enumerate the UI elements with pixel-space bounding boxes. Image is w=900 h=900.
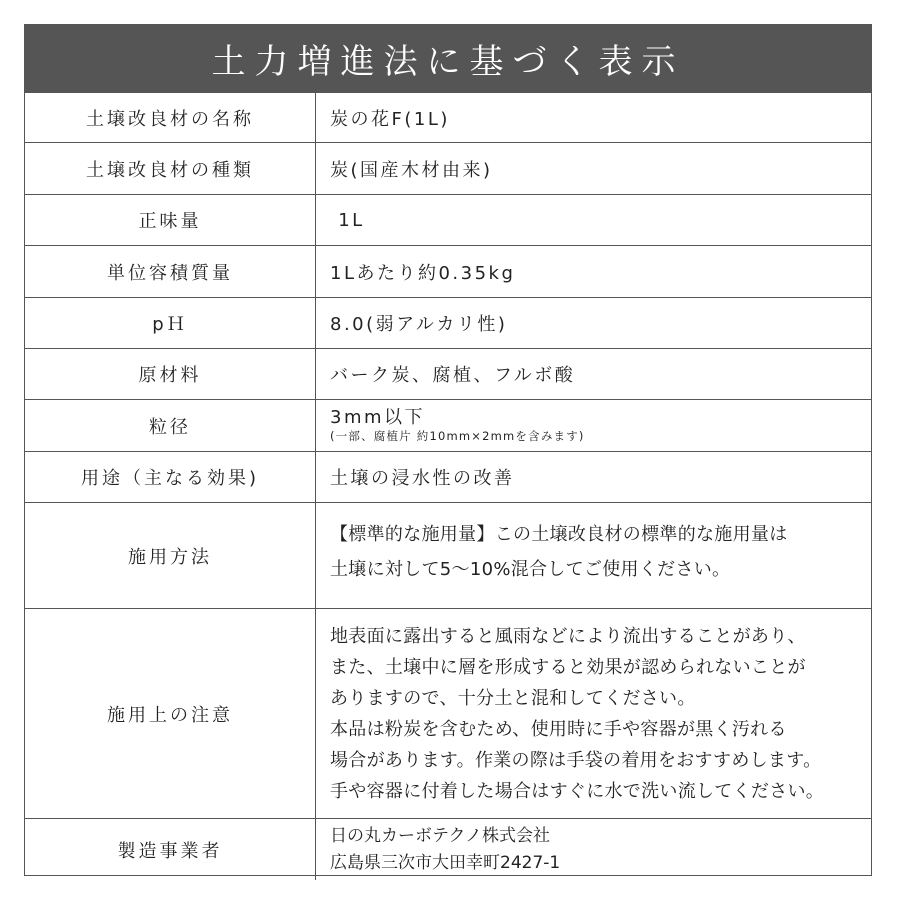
row-label-type: 土壌改良材の種類 bbox=[25, 143, 316, 194]
value-line: 場合があります。作業の際は手袋の着用をおすすめします。 bbox=[330, 749, 822, 771]
table-row bbox=[25, 609, 871, 819]
row-label-materials: 原材料 bbox=[25, 349, 316, 399]
row-label-name: 土壌改良材の名称 bbox=[25, 93, 316, 142]
value-line: 8.0(弱アルカリ性) bbox=[330, 314, 508, 335]
value-note: (一部、腐植片 約10mm×2mmを含みます) bbox=[330, 428, 585, 443]
label-table bbox=[24, 24, 872, 876]
value-line: 土壌の浸水性の改善 bbox=[330, 468, 515, 489]
row-value-ph bbox=[316, 298, 871, 348]
row-label-particle-size: 粒径 bbox=[25, 400, 316, 451]
value-line: 3mm以下 bbox=[330, 406, 426, 428]
table-row bbox=[25, 93, 871, 143]
value-line: 日の丸カーボテクノ株式会社 bbox=[330, 825, 550, 846]
value-line: 広島県三次市大田幸町2427-1 bbox=[330, 852, 561, 873]
row-label-purpose: 用途（主なる効果) bbox=[25, 452, 316, 502]
value-line: また、土壌中に層を形成すると効果が認められないことが bbox=[330, 656, 806, 678]
row-value-name bbox=[316, 93, 871, 142]
row-value-unit-mass bbox=[316, 246, 871, 297]
value-line: バーク炭、腐植、フルボ酸 bbox=[330, 365, 576, 386]
row-label-method: 施用方法 bbox=[25, 503, 316, 608]
value-line: 炭の花F(1L) bbox=[330, 108, 450, 130]
row-value-particle-size bbox=[316, 400, 871, 451]
row-label-precautions: 施用上の注意 bbox=[25, 609, 316, 818]
value-line: 1Lあたり約0.35kg bbox=[330, 262, 516, 284]
table-row bbox=[25, 503, 871, 609]
row-label-manufacturer: 製造事業者 bbox=[25, 819, 316, 880]
row-value-manufacturer bbox=[316, 819, 871, 880]
value-line: 地表面に露出すると風雨などにより流出することがあり、 bbox=[330, 625, 806, 647]
value-line: ありますので、十分土と混和してください。 bbox=[330, 687, 696, 709]
row-label-unit-mass: 単位容積質量 bbox=[25, 246, 316, 297]
table-row bbox=[25, 349, 871, 400]
table-row bbox=[25, 195, 871, 246]
row-value-type bbox=[316, 143, 871, 194]
value-line: 手や容器に付着した場合はすぐに水で洗い流してください。 bbox=[330, 780, 825, 802]
table-row bbox=[25, 452, 871, 503]
table-row bbox=[25, 400, 871, 452]
row-value-precautions bbox=[316, 609, 871, 818]
row-value-net-amount bbox=[316, 195, 871, 245]
value-line: 【標準的な施用量】この土壌改良材の標準的な施用量は bbox=[330, 524, 788, 545]
row-value-method bbox=[316, 503, 871, 608]
table-row bbox=[25, 143, 871, 195]
value-line: 炭(国産木材由来) bbox=[330, 159, 493, 181]
row-label-ph: pＨ bbox=[25, 298, 316, 348]
value-line: 1L bbox=[330, 209, 365, 231]
table-row bbox=[25, 819, 871, 880]
value-line: 土壌に対して5〜10%混合してご使用ください。 bbox=[330, 559, 731, 580]
row-value-purpose bbox=[316, 452, 871, 502]
row-value-materials bbox=[316, 349, 871, 399]
table-title: 土力増進法に基づく表示 bbox=[25, 25, 871, 93]
value-line: 本品は粉炭を含むため、使用時に手や容器が黒く汚れる bbox=[330, 718, 787, 740]
row-label-net-amount: 正味量 bbox=[25, 195, 316, 245]
table-row bbox=[25, 246, 871, 298]
table-row bbox=[25, 298, 871, 349]
